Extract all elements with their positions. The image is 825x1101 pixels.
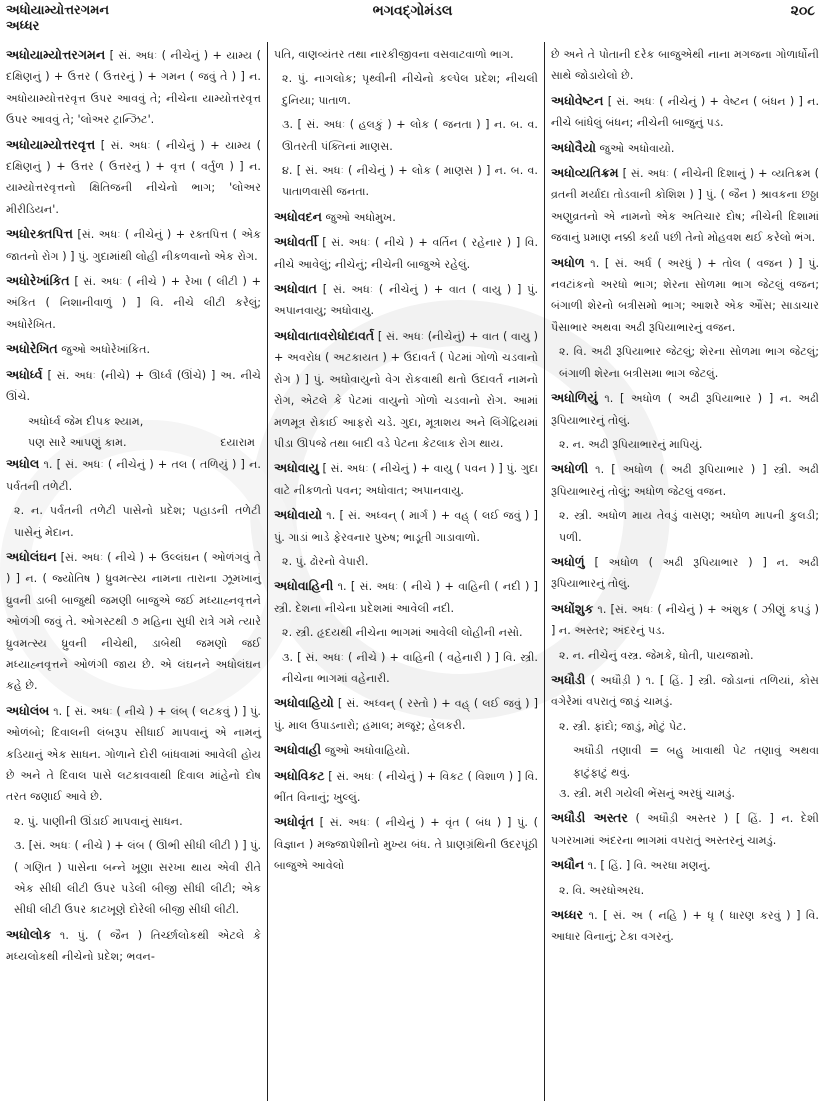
dictionary-entry bbox=[6, 44, 261, 131]
entry-subsense: ૨. વિ. અઢી રૂપિયાભાર જેટલું; શેરના સોળમા ભાગ જેટલું; બંગાળી શેરના બત્રીસમા ભાગ જેટલું. bbox=[559, 345, 819, 380]
entry-headword: અધોરેખિત bbox=[6, 341, 58, 357]
dictionary-entry bbox=[6, 546, 261, 697]
entry-headword: અધોવાયુ bbox=[274, 460, 319, 476]
dictionary-entry bbox=[551, 669, 819, 713]
dictionary-entry bbox=[274, 692, 538, 736]
entry-headword: અધોયામ્યોત્તરગમન bbox=[6, 47, 106, 62]
dictionary-entry bbox=[274, 231, 538, 275]
dictionary-entry bbox=[551, 90, 819, 134]
dictionary-entry bbox=[274, 504, 538, 548]
entry-headword: અધોળિયું bbox=[551, 390, 598, 406]
dictionary-entry bbox=[274, 206, 538, 228]
entry-definition: [ સં. અધઃ ( નીચેનું ) + વૃંત ( બંધ ) ] પું. ( વિજ્ઞાન ) મજ્જાપેશીનો મુખ્ય બંધ. તે પ્રાણગ્રંથિની ઉદરપૂંઠી બાજુએ આવેલો bbox=[274, 816, 538, 873]
dictionary-entry bbox=[551, 252, 819, 339]
entry-headword: અધોવેષ્ટન bbox=[551, 92, 604, 108]
dictionary-entry bbox=[274, 457, 538, 501]
dictionary-entry bbox=[6, 338, 261, 360]
dictionary-entry bbox=[274, 575, 538, 619]
entry-headword: અધોવૃંત bbox=[274, 814, 314, 830]
entry-headword: અધોવાયો bbox=[274, 507, 323, 523]
entry-definition: [ સં. અધ્વન્ ( રસ્તો ) + વહ્ ( લઈ જવું ) ] પું. માલ ઉપાડનારો; હમાલ; મજૂર; હેલકરી. bbox=[274, 697, 538, 732]
entry-headword: અધોવાતાવરોધોદાવર્ત bbox=[274, 327, 375, 343]
dictionary-entry bbox=[551, 598, 819, 642]
entry-headword: અધોલ bbox=[6, 456, 40, 472]
entry-headword: અધોરક્તપિત્ત bbox=[6, 226, 73, 242]
quotation-line: અધોર્ધ્વ જેમ દીપક શ્યામ, bbox=[28, 414, 144, 428]
entry-subsense: ૨. ન. અઢી રૂપિયાભારનું માપિયું. bbox=[559, 437, 703, 451]
entry-subsense: ૨. ન. નીચેનું વસ્ત્ર. જેમકે, ધોતી, પાયજામો. bbox=[559, 648, 754, 662]
entry-definition: ૧. [ હિં. ] વિ. અરધા મણનું. bbox=[587, 859, 711, 873]
entry-headword: અધૌન bbox=[551, 857, 585, 873]
entry-definition: [ સં. અધઃ (નીચે) + ઊર્ધ્વ (ઊંચે) ] અ. નીચે ઊંચે. bbox=[6, 368, 261, 404]
entry-headword: અધૌડી અસ્તર bbox=[551, 810, 628, 826]
dictionary-entry bbox=[274, 278, 538, 322]
dictionary-entry bbox=[6, 223, 261, 267]
entry-headword: અધોવૈયો bbox=[551, 139, 596, 155]
entry-definition: ૧. [ અધોળ ( અઢી રૂપિયાભાર ) ] સ્ત્રી. અઢી રૂપિયાભારનું તોલું; અધોળ જેટલું વજન. bbox=[551, 463, 819, 498]
entry-subsense: ૨. ન. પર્વતની તળેટી પાસેનો પ્રદેશ; પહાડની તળેટી પાસેનું મેદાન. bbox=[14, 504, 261, 539]
entry-definition: ૧. [ સં. અધઃ ( નીચે ) + લંબ્ ( લટકવું ) ] પું. ઓળંબો; દિવાલની લંબરૂપ સીધાઈ માપવાનું એ નામનું કડિયાનું એક સાધન. ગોળાને દોરી બાંધવામાં આવેલી હોય છે અને તે દિવાલ પાસે લટકાવવાથી દિવાલ માંહેનો દોષ તરત જણાઈ આવે છે. bbox=[6, 704, 261, 804]
entry-subsense: ૩. [ સં. અધઃ ( નીચે ) + વાહિની ( વહેનારી ) ] વિ. સ્ત્રી. નીચેના ભાગમાં વહેનારી. bbox=[282, 650, 538, 685]
entry-definition: [ સં. અધઃ ( નીચેની દિશાનું ) + વ્યતિક્રમ ( વ્રતની મર્યાદા તોડવાની કોશિશ ) ] પું. ( જૈન ) શ્રાવકના છઠ્ઠા અણુવ્રતનો એ નામનો એક અતિચાર દોષ; નીચેની દિશામાં જવાનું પ્રમાણ નક્કી કર્યા પછી તેનો મોહવશ થઈ કરેલો ભંગ. bbox=[551, 167, 819, 245]
dictionary-entry bbox=[6, 364, 261, 408]
dictionary-entry bbox=[274, 739, 538, 761]
dictionary-entry bbox=[551, 387, 819, 431]
entry-headword: અધોલંબ bbox=[6, 702, 50, 718]
entry-definition: ૧. [ સં. અધ્વન્ ( માર્ગ ) + વહ્ ( લઈ જવું ) ] પું. ગાડાં ભાડે ફેરવનાર પુરુષ; ભાડૂતી ગાડાવાળો. bbox=[274, 509, 538, 544]
entry-definition: જુઓ અધોવાયો. bbox=[599, 141, 675, 155]
dictionary-entry bbox=[551, 854, 819, 876]
quotation-author: દયારામ bbox=[220, 435, 255, 449]
entry-definition: ૧. [ સં. અ ( નહિ ) + ધૃ ( ધારણ કરવું ) ] વિ. આધાર વિનાનું; ટેકા વગરનું. bbox=[551, 909, 819, 944]
entry-subsense: ૨. પું. નાગલોક; પૃથ્વીની નીચેનો કલ્પેલ પ્રદેશ; નીચલી દુનિયા; પાતાળ. bbox=[282, 72, 538, 107]
entry-definition: ૧. [ સં. અધઃ ( નીચેનું ) + તલ ( તળિયું ) ] ન. પર્વતની તળેટી. bbox=[6, 458, 261, 493]
entry-definition: જુઓ અધોરેખાંકિત. bbox=[61, 343, 151, 357]
entry-headword: અધોળ bbox=[551, 254, 585, 270]
dictionary-entry bbox=[6, 134, 261, 221]
quotation-line bbox=[28, 432, 261, 453]
entry-definition: [ સં. અધઃ (નીચેનું) + વાત ( વાયુ ) + અવરોધ ( અટકાયત ) + ઉદાવર્ત ( પેટમાં ગોળો ચડવાનો રોગ ) ] પું. અધોવાયુનો વેગ રોકવાથી થતો ઉદાવર્ત નામનો રોગ, એટલે કે પેટમાં વાયુનો ગોળો ચડવાનો રોગ. આમાં મળમૂત્ર રોકાઈ આફરો ચડે. ગુદા, મૂત્રાશય અને લિંગેંદ્રિયમાં પીડા ઊપજે તથા બાદી વડે પેટના કેટલાક રોગ થાય. bbox=[274, 329, 539, 450]
book-title: ભગવદ્ગોમંડલ bbox=[372, 3, 453, 19]
column-2 bbox=[268, 42, 545, 1101]
entry-definition: ૧. [ સં. અર્ધ ( અરધું ) + તોલ ( વજન ) ] પું. નવટાંકનો અરધો ભાગ; શેરના સોળમા ભાગ જેટલું વજન; બંગાળી શેરનો બત્રીસમો ભાગ; આશરે એક ઔંસ; સાડાચાર પૈસાભાર અથવા અઢી રૂપિયાભારનું વજન. bbox=[551, 256, 820, 334]
entry-headword: અધોયામ્યોત્તરવૃત્ત bbox=[6, 136, 96, 152]
page-number: ૨૦૮ bbox=[790, 3, 815, 19]
entry-headword: અધ્ધર bbox=[551, 907, 584, 923]
entry-definition: ૧. પું. ( જૈન ) તિર્ચ્છાલોકથી એટલે કે મધ્યલોકથી નીચેનો પ્રદેશ; ભવન- bbox=[6, 928, 261, 964]
dictionary-entry bbox=[551, 137, 819, 159]
entry-subsense: ૩. સ્ત્રી. મરી ગયેલી ભેંસનું અરધું ચામડું. bbox=[559, 787, 735, 800]
guide-word-last: અધ્ધર bbox=[6, 19, 40, 34]
entry-headword: અધોળું bbox=[551, 553, 585, 569]
entry-headword: અધોવાત bbox=[274, 281, 317, 297]
entry-subsense: ૨. પું. પાણીની ઊંડાઈ માપવાનું સાધન. bbox=[14, 814, 183, 828]
column-3 bbox=[545, 42, 825, 1101]
dictionary-entry bbox=[6, 453, 261, 497]
dictionary-columns bbox=[0, 42, 825, 1101]
dictionary-entry bbox=[274, 325, 538, 454]
entry-headword: અધોવાહિની bbox=[274, 578, 334, 594]
entry-headword: અધોવિકટ bbox=[274, 767, 325, 783]
entry-definition: [ સં. અધઃ ( નીચેનું ) + વેષ્ટન ( બંધન ) ] ન. નીચે બાંધેલું બંધન; નીચેની બાજુનું પડ. bbox=[551, 94, 819, 130]
entry-headword: અધોવાહિયો bbox=[274, 695, 334, 711]
entry-headword: અધોલંઘન bbox=[6, 548, 57, 564]
entry-subsense: ૪. [ સં. અધઃ ( નીચેનું ) + લોક ( માણસ ) ] ન. બ. વ. પાતાળવાસી જનતા. bbox=[282, 164, 538, 199]
entry-subsense: ૩. [સં. અધઃ ( નીચે ) + લંબ ( ઊભી સીધી લીટી ) ] પું. ( ગણિત ) પાસેના બન્ને ખૂણા સરખા થાય એવી રીતે એક સીધી લીટી ઉપર પડેલી બીજી સીધી લીટી; એક સીધી લીટી ઉપર કાટખૂણે દોરેલી બીજી સીધી લીટી. bbox=[14, 839, 261, 917]
entry-definition: [ સં. અધઃ ( નીચે ) + રેખા ( લીટી ) + અંકિત ( નિશાનીવાળું ) ] વિ. નીચે લીટી કરેલું; અધોરેખિત. bbox=[6, 275, 261, 331]
entry-definition: જુઓ અધોવાહિયો. bbox=[324, 744, 411, 758]
dictionary-entry bbox=[551, 904, 819, 948]
entry-continuation: છે અને તે પોતાની દરેક બાજુએથી નાના મગજના ગોળાર્ધોની સાથે જોડાયેલો છે. bbox=[551, 48, 819, 83]
entry-headword: અધોવ્યતિક્રમ bbox=[551, 165, 619, 181]
dictionary-entry bbox=[551, 551, 819, 595]
dictionary-entry bbox=[551, 458, 819, 502]
dictionary-entry bbox=[6, 700, 261, 808]
entry-definition: [સં. અધઃ ( નીચેનું ) + રક્તપિત્ત ( એક જાતનો રોગ ) ] પું. ગુદામાંથી લોહી નીકળવાનો એક રોગ. bbox=[6, 228, 261, 263]
entry-headword: અધોર્ધ્વ bbox=[6, 366, 43, 382]
entry-definition: ( અધૌડ઼ી ) ૧. [ હિં. ] સ્ત્રી. જોડાનાં તળિયાં, કોસ વગેરેમાં વપરાતું જાડું ચામડું. bbox=[551, 673, 819, 709]
entry-definition: જુઓ અધોમુખ. bbox=[325, 210, 396, 224]
quotation-text: પણ સારે આપણું કામ. bbox=[28, 435, 127, 449]
entry-subsense: ૨. સ્ત્રી. ફાંદો; જાડું, મોટું પેટ. bbox=[559, 719, 687, 733]
entry-definition: ૧. [સં. અધઃ ( નીચેનું ) + અંશુક ( ઝીણું કપડું ) ] ન. અસ્તર; અંદરનું પડ. bbox=[551, 602, 819, 638]
entry-subsense: ૨. સ્ત્રી. અધોળ માય તેવડું વાસણ; અધોળ માપની કુલડી; પળી. bbox=[559, 509, 819, 544]
entry-continuation: પતિ, વાણવ્યંતર તથા નારકીજીવના વસવાટવાળો ભાગ. bbox=[274, 48, 514, 61]
entry-headword: અધોલોક bbox=[6, 926, 52, 942]
entry-definition: [સં. અધઃ ( નીચે ) + ઉલ્લંઘન ( ઓળંગવું તે ) ] ન. ( જ્યોતિષ ) ધ્રુવમત્સ્ય નામના તારાના ઝૂમખાનું ધ્રુવની ડાબી બાજુથી જમણી બાજુએ જઈ મધ્યાહ્નવૃત્તને ઓળંગી જવું તે. ઓગસ્ટથી ૭ મહિના સુધી રાત્રે ગમે ત્યારે ધ્રુવમત્સ્ય ધ્રુવની નીચેથી, ડાબેથી જમણો જઈ મધ્યાહ્નવૃત્તને ઓળંગી જાય છે. એ લંઘનને અધોલંઘન કહે છે. bbox=[6, 550, 261, 693]
entry-subsense: ૨. સ્ત્રી. હૃદયથી નીચેના ભાગમાં આવેલી લોહીની નસો. bbox=[282, 626, 523, 640]
entry-definition: [ સં. અધઃ ( નીચેનું ) + યામ્ય ( દક્ષિણનું ) + ઉત્તર ( ઉત્તરનું ) + વૃત્ત ( વર્તુળ ) ] ન. યામ્યોત્તરવૃત્તનો ક્ષિતિજની નીચેનો ભાગ; 'લોઅર મીરીડિયન'. bbox=[6, 138, 261, 216]
column-1 bbox=[0, 42, 268, 1101]
entry-subsense: ૩. [ સં. અધઃ ( હલકું ) + લોક ( જનતા ) ] ન. બ. વ. ઊતરતી પંક્તિનાં માણસ. bbox=[282, 118, 538, 153]
entry-definition: ૧. [ અધોળ ( અઢી રૂપિયાભાર ) ] ન. અઢી રૂપિયાભારનું તોલું. bbox=[551, 392, 819, 427]
entry-definition: [ અધોળ ( અઢી રૂપિયાભાર ) ] ન. અઢી રૂપિયાભારનું તોલું. bbox=[551, 555, 819, 591]
entry-definition: ( અધૌડ઼ી અસ્તર ) [ હિં. ] ન. દેશી પગરખામાં અંદરના ભાગમાં વપરાતું અસ્તરનું ચામડું. bbox=[551, 812, 819, 847]
entry-subsense: ૨. પું. ઢોરનો વેપારી. bbox=[282, 554, 369, 568]
entry-definition: [ સં. અધઃ ( નીચે ) + વર્તિન ( રહેનાર ) ] વિ. નીચે આવેલું; નીચેનું; નીચેની બાજુએ રહેલું. bbox=[274, 236, 539, 271]
dictionary-entry bbox=[551, 162, 819, 249]
entry-headword: અધોવદન bbox=[274, 208, 322, 224]
dictionary-entry bbox=[274, 811, 538, 876]
entry-headword: અધોવાહી bbox=[274, 742, 322, 758]
dictionary-entry bbox=[6, 270, 261, 335]
entry-headword: અધોળી bbox=[551, 461, 589, 477]
entry-quotation bbox=[6, 411, 261, 454]
quotation-line: અધૌડી તણાવી = બહુ ખાવાથી પેટ તણાવું અથવા ફાટુંફાટું થવું. bbox=[573, 744, 819, 779]
entry-headword: અધોવર્તી bbox=[274, 234, 318, 250]
entry-definition: [ સં. અધઃ ( નીચેનું ) + વાત ( વાયુ ) ] પું. અપાનવાયુ; અધોવાયુ. bbox=[274, 283, 538, 318]
entry-headword: અધોંશુક bbox=[551, 600, 594, 616]
entry-headword: અધોરેખાંકિત bbox=[6, 273, 70, 289]
guide-word-first: અધોયામ્યોત્તરગમન bbox=[6, 3, 110, 18]
dictionary-entry bbox=[274, 765, 538, 809]
entry-definition: [ સં. અધઃ ( નીચેનું ) + વિકટ ( વિશાળ ) ] વિ. ભીંત વિનાનું; ખુલ્લું. bbox=[274, 769, 539, 804]
dictionary-entry bbox=[551, 807, 819, 851]
dictionary-entry bbox=[6, 924, 261, 968]
entry-subsense: ૨. વિ. અરધોઅરધ. bbox=[559, 883, 645, 897]
entry-definition: [ સં. અધઃ ( નીચેનું ) + વાયુ ( પવન ) ] પું. ગુદા વાટે નીકળતો પવન; અધોવાત; અપાનવાયુ. bbox=[274, 462, 538, 497]
page-header bbox=[0, 0, 825, 40]
entry-definition: ૧. [ સં. અધઃ ( નીચે ) + વાહિની ( નદી ) ] સ્ત્રી. દેશના નીચેના પ્રદેશમાં આવેલી નદી. bbox=[274, 580, 538, 615]
entry-quotation bbox=[551, 740, 819, 783]
entry-headword: અધૌડી bbox=[551, 671, 586, 687]
entry-definition: [ સં. અધઃ ( નીચેનું ) + યામ્ય ( દક્ષિણનું ) + ઉત્તર ( ઉત્તરનું ) + ગમન ( જવું તે ) ] ન. અધોયામ્યોત્તરવૃત્ત ઉપર આવવું તે; નીચેના યામ્યોત્તરવૃત્ત ઉપર આવવું તે; 'લોઅર ટ્રાન્ઝિટ'. bbox=[6, 49, 261, 127]
